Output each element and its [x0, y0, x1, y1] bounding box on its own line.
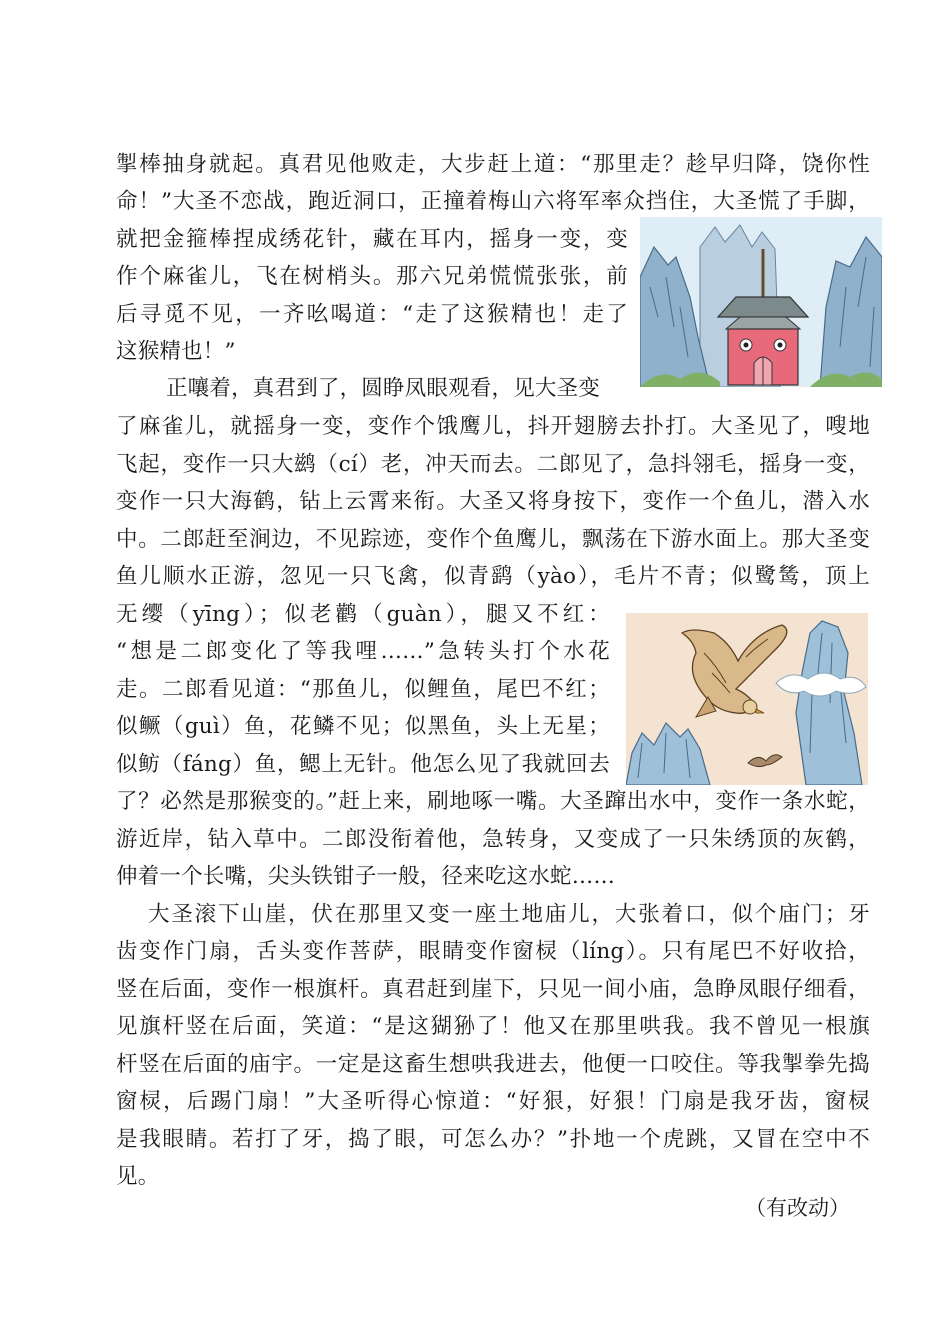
text-line: 大圣滚下山崖，伏在那里又变一座土地庙儿，大张着口，似个庙门；牙	[148, 902, 870, 927]
text-line: 见。	[116, 1164, 160, 1189]
text-line: 见旗杆竖在后面，笑道：“是这猢狲了！他又在那里哄我。我不曾见一根旗	[116, 1014, 870, 1039]
text-line: 中。二郎赶至涧边，不见踪迹，变作个鱼鹰儿，飘荡在下游水面上。那大圣变	[116, 527, 870, 552]
text-line: 鱼儿顺水正游，忽见一只飞禽，似青鹞（yào），毛片不青；似鹭鸶，顶上	[116, 564, 870, 589]
text-line: 竖在后面，变作一根旗杆。真君赶到崖下，只见一间小庙，急睁凤眼仔细看，	[116, 977, 870, 1002]
text-line: 命！”大圣不恋战，跑近洞口，正撞着梅山六将军率众挡住，大圣慌了手脚，	[116, 189, 870, 214]
text-line: 掣棒抽身就起。真君见他败走，大步赶上道：“那里走？趁早归降，饶你性	[116, 152, 870, 177]
text-line: 似鲂（fáng）鱼，鳃上无针。他怎么见了我就回去	[116, 752, 610, 777]
text-line: 似鳜（guì）鱼，花鳞不见；似黑鱼，头上无星；	[116, 714, 610, 739]
text-line: 伸着一个长嘴，尖头铁钳子一般，径来吃这水蛇……	[116, 864, 616, 889]
text-line: 这猴精也！”	[116, 339, 236, 364]
text-line: 齿变作门扇，舌头变作菩萨，眼睛变作窗棂（líng）。只有尾巴不好收拾，	[116, 939, 870, 964]
text-line: “想是二郎变化了等我哩……”急转头打个水花	[116, 639, 610, 664]
temple-illustration	[640, 217, 882, 387]
eagle-illustration	[626, 613, 868, 785]
text-line: 走。二郎看见道：“那鱼儿，似鲤鱼，尾巴不红；	[116, 677, 610, 702]
text-line: 窗棂，后踢门扇！”大圣听得心惊道：“好狠，好狠！门扇是我牙齿，窗棂	[116, 1089, 870, 1114]
text-line: 了？必然是那猴变的。”赶上来，刷地啄一嘴。大圣蹿出水中，变作一条水蛇，	[116, 789, 870, 814]
text-line: 作个麻雀儿，飞在树梢头。那六兄弟慌慌张张，前	[116, 264, 628, 289]
text-line: 了麻雀儿，就摇身一变，变作个饿鹰儿，抖开翅膀去扑打。大圣见了，嗖地	[116, 414, 870, 439]
text-line: 游近岸，钻入草中。二郎没衔着他，急转身，又变成了一只朱绣顶的灰鹤，	[116, 827, 870, 852]
source-note: （有改动）	[745, 1196, 850, 1220]
text-line: 正嚷着，真君到了，圆睁凤眼观看，见大圣变	[166, 376, 601, 401]
text-line: 就把金箍棒捏成绣花针，藏在耳内，摇身一变，变	[116, 227, 628, 252]
text-line: 后寻觅不见，一齐吆喝道：“走了这猴精也！走了	[116, 302, 628, 327]
text-line: 是我眼睛。若打了牙，捣了眼，可怎么办？”扑地一个虎跳，又冒在空中不	[116, 1127, 870, 1152]
text-line: 杆竖在后面的庙宇。一定是这畜生想哄我进去，他便一口咬住。等我掣拳先捣	[116, 1052, 870, 1077]
text-line: 飞起，变作一只大鹚（cí）老，冲天而去。二郎见了，急抖翎毛，摇身一变，	[116, 452, 870, 477]
text-line: 变作一只大海鹤，钻上云霄来衔。大圣又将身按下，变作一个鱼儿，潜入水	[116, 489, 870, 514]
text-line: 无缨（yīng）；似老鹳（guàn），腿又不红：	[116, 602, 610, 627]
